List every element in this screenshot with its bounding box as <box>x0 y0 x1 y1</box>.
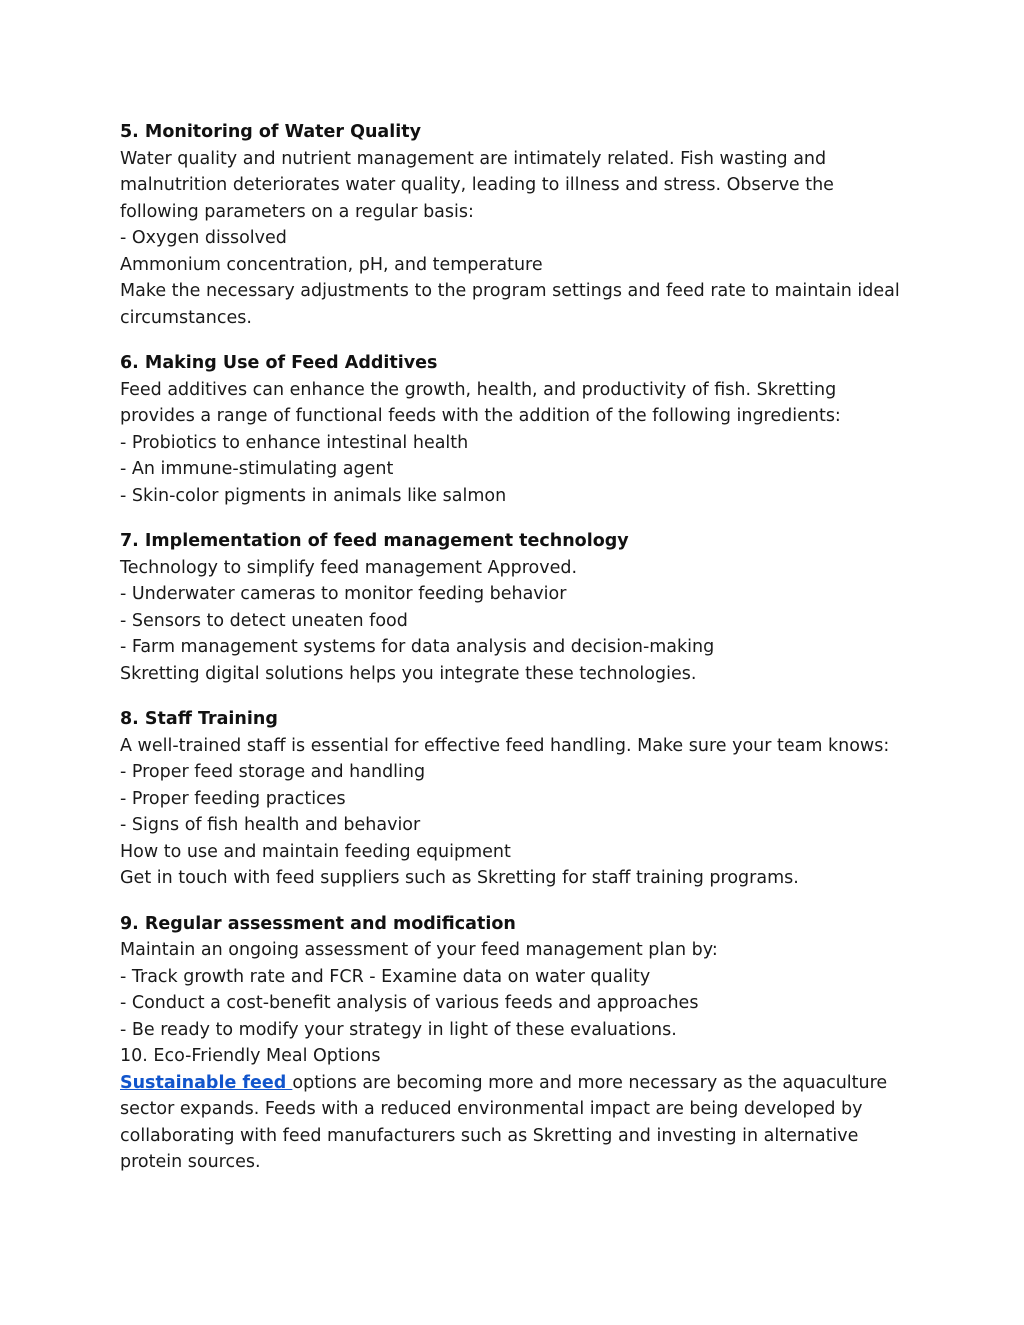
list-item: - Probiotics to enhance intestinal health <box>120 432 469 453</box>
list-item: - Sensors to detect uneaten food <box>120 610 408 631</box>
paragraph-line: Make the necessary adjustments to the program settings and feed rate to maintain ideal circumstances. <box>120 281 900 328</box>
list-item: - Underwater cameras to monitor feeding behavior <box>120 584 567 604</box>
document-page <box>120 119 900 1195</box>
list-item: - Farm management systems for data analysis and decision-making <box>120 637 715 657</box>
section-heading: 9. Regular assessment and modification <box>120 913 516 934</box>
section-assessment <box>120 911 900 1176</box>
list-item: - An immune-stimulating agent <box>120 459 394 479</box>
section-staff-training <box>120 706 900 892</box>
list-item: - Proper feed storage and handling <box>120 762 426 782</box>
subheading-line: 10. Eco-Friendly Meal Options <box>120 1046 381 1066</box>
section-water-quality <box>120 119 900 331</box>
list-item: - Be ready to modify your strategy in light of these evaluations. <box>120 1019 677 1040</box>
paragraph-line: Get in touch with feed suppliers such as Skretting for staff training programs. <box>120 868 799 888</box>
list-item: - Skin-color pigments in animals like salmon <box>120 485 507 506</box>
paragraph-line: Water quality and nutrient management are intimately related. Fish wasting and malnutrition deteriorates water quality, leading to illness and stress. Observe the following parameters on a regular basis: <box>120 148 834 222</box>
section-heading: 5. Monitoring of Water Quality <box>120 122 421 142</box>
section-heading: 8. Staff Training <box>120 709 278 729</box>
paragraph-line: Ammonium concentration, pH, and temperature <box>120 254 543 275</box>
paragraph-line: Feed additives can enhance the growth, health, and productivity of fish. Skretting provides a range of functional feeds with the addition of the following ingredients: <box>120 379 841 426</box>
paragraph-line: Maintain an ongoing assessment of your feed management plan by: <box>120 940 718 960</box>
list-item: - Conduct a cost-benefit analysis of various feeds and approaches <box>120 993 699 1013</box>
paragraph-line: How to use and maintain feeding equipment <box>120 841 511 862</box>
paragraph-line: A well-trained staff is essential for effective feed handling. Make sure your team knows: <box>120 735 890 756</box>
section-feed-additives <box>120 350 900 509</box>
list-item: - Track growth rate and FCR - Examine data on water quality <box>120 966 651 987</box>
final-paragraph-text: options are becoming more and more necessary as the aquaculture sector expands. Feeds with a reduced environmental impact are being developed by collaborating with feed manufacturers such as Skretting and investing in alternative protein sources. <box>120 1072 888 1172</box>
paragraph-line: Skretting digital solutions helps you integrate these technologies. <box>120 663 697 684</box>
list-item: - Proper feeding practices <box>120 788 346 809</box>
final-paragraph <box>120 1070 900 1176</box>
section-heading: 7. Implementation of feed management technology <box>120 531 629 551</box>
sustainable-feed-link[interactable]: Sustainable feed <box>120 1072 293 1093</box>
paragraph-line: Technology to simplify feed management Approved. <box>120 557 578 578</box>
section-heading: 6. Making Use of Feed Additives <box>120 353 438 373</box>
list-item: - Oxygen dissolved <box>120 228 287 248</box>
list-item: - Signs of fish health and behavior <box>120 815 421 835</box>
section-feed-technology <box>120 528 900 687</box>
